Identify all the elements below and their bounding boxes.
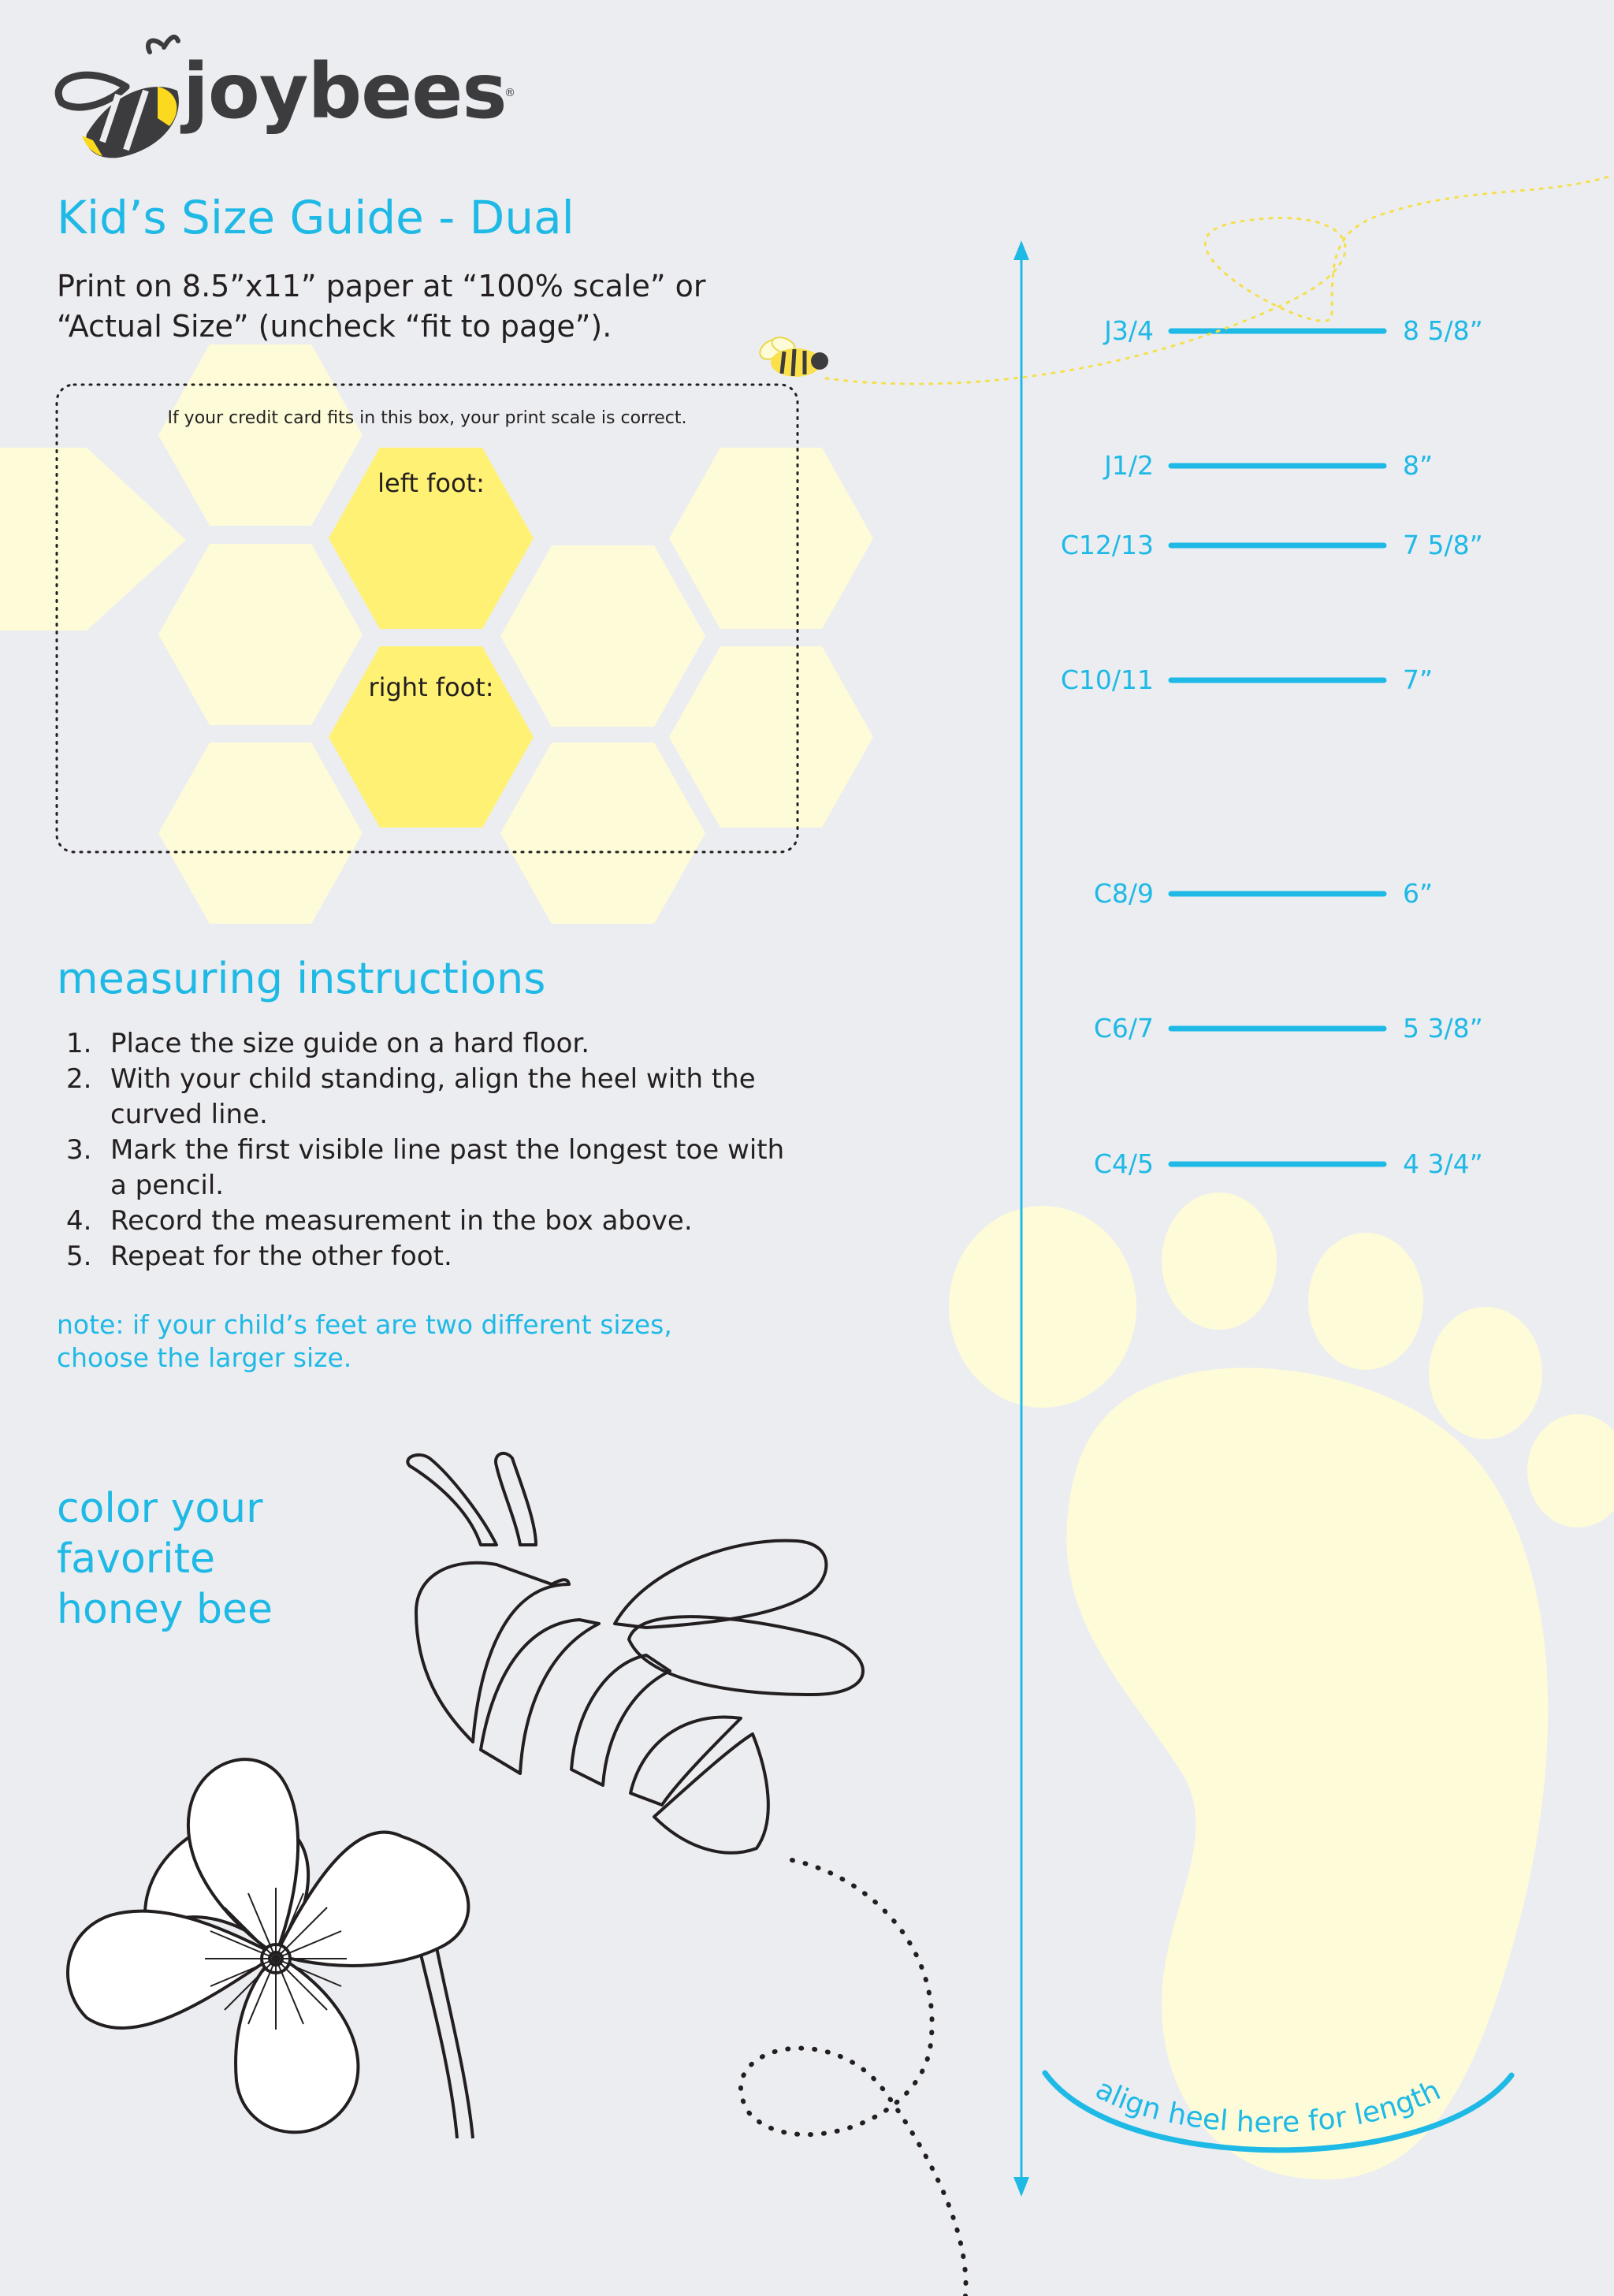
left-foot-label: left foot: [377,468,485,498]
size-label: C4/5 [1093,1148,1154,1179]
length-label: 5 3/8” [1403,1013,1483,1044]
flying-bee-icon [757,334,828,377]
flight-path-bottom [741,1860,966,2296]
page-title: Kid’s Size Guide - Dual [57,191,575,244]
size-label: C6/7 [1093,1013,1154,1044]
size-label: C10/11 [1060,664,1154,695]
length-label: 4 3/4” [1403,1148,1483,1179]
hex [500,742,705,924]
list-item: 3. Mark the first visible line past the longest toe with a pencil. [66,1134,785,1201]
list-item: 4. Record the measurement in the box above. [66,1205,693,1237]
sizing-note: note: if your child’s feet are two different sizes, choose the larger size. [57,1309,672,1373]
hex [158,544,363,725]
length-label: 7” [1403,664,1434,695]
print-instruction: Print on 8.5”x11” paper at “100% scale” or “Actual Size” (uncheck “fit to page”). [57,269,706,344]
size-label: J1/2 [1104,450,1154,481]
bee-logo-icon [58,37,179,158]
length-label: 8” [1403,450,1434,481]
hex [0,448,186,631]
flower-outline-icon [68,1759,473,2138]
size-label: J3/4 [1104,315,1154,346]
size-label: C12/13 [1060,530,1154,560]
hex [500,545,705,727]
length-label: 7 5/8” [1403,530,1483,560]
right-foot-label: right foot: [368,672,494,702]
footprint-icon [949,1193,1614,2179]
length-label: 8 5/8” [1403,315,1483,346]
list-item: 2. With your child standing, align the heel with the curved line. [66,1063,756,1130]
brand-name: joybees [183,47,507,136]
flight-path-top [826,175,1614,384]
honeycomb [0,344,873,924]
flower-center-rays [205,1888,347,2030]
hex [158,344,363,526]
length-label: 6” [1403,878,1434,909]
hex [158,742,363,924]
measuring-heading: measuring instructions [57,954,546,1003]
ruler-lines [1171,331,1384,1164]
coloring-heading: color your favorite honey bee [57,1485,273,1633]
bee-outline-icon [407,1453,863,1853]
list-item: 5. Repeat for the other foot. [66,1241,452,1272]
list-item: 1. Place the size guide on a hard floor. [66,1028,590,1059]
credit-card-note: If your credit card fits in this box, your print scale is correct. [167,408,687,428]
size-label: C8/9 [1093,878,1154,909]
registered-mark: ® [504,87,515,99]
hex [669,646,873,828]
hex [669,448,873,629]
heel-instruction: align heel here for length [1090,2073,1446,2140]
measuring-steps [57,1026,790,1275]
